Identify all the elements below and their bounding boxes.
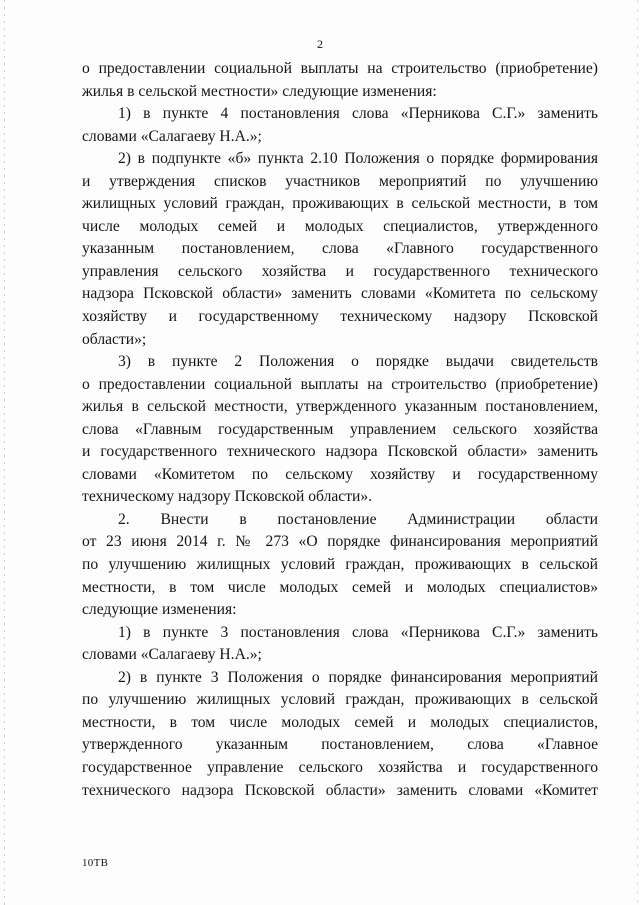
text-line: 2) в пункте 3 Положения о порядке финансирования мероприятий: [118, 668, 598, 686]
text-line: по улучшению жилищных условий граждан, проживающих в сельской: [82, 556, 598, 574]
text-line: техническому надзору Псковской области».: [82, 488, 373, 506]
text-line: словами «Комитетом по сельскому хозяйству и государственному: [82, 465, 598, 483]
text-line: жилья в сельской местности» следующие изменения:: [82, 82, 437, 100]
page-number: 2: [317, 37, 323, 51]
text-line: 2. Внести в постановление Администрации области: [118, 510, 598, 528]
text-line: надзора Псковской области» заменить словами «Комитета по сельскому: [82, 285, 598, 303]
text-line: следующие изменения:: [82, 601, 237, 619]
text-line: 2) в подпункте «б» пункта 2.10 Положения о порядке формирования: [118, 150, 598, 168]
text-line: управления сельского хозяйства и государственного технического: [82, 262, 598, 280]
document-body: [82, 58, 598, 802]
text-line: 1) в пункте 3 постановления слова «Перникова С.Г.» заменить: [118, 623, 598, 641]
text-line: 3) в пункте 2 Положения о порядке выдачи свидетельств: [118, 353, 598, 371]
text-line: и утверждения списков участников мероприятий по улучшению: [82, 172, 598, 190]
text-line: указанным постановлением, слова «Главного государственного: [82, 240, 598, 258]
text-line: о предоставлении социальной выплаты на строительство (приобретение): [82, 60, 598, 77]
text-line: слова «Главным государственным управлением сельского хозяйства: [82, 420, 598, 438]
text-line: утвержденного указанным постановлением, слова «Главное: [82, 736, 598, 754]
text-line: словами «Салагаеву Н.А.»;: [82, 127, 262, 145]
text-line: и государственного технического надзора Псковской области» заменить: [82, 443, 598, 461]
text-line: местности, в том числе молодых семей и молодых специалистов»: [82, 578, 598, 596]
text-line: словами «Салагаеву Н.А.»;: [82, 646, 262, 664]
text-line: области»;: [82, 330, 147, 348]
scan-edge-left: [4, 0, 5, 905]
text-line: технического надзора Псковской области» заменить словами «Комитет: [82, 781, 598, 799]
text-line: по улучшению жилищных условий граждан, проживающих в сельской: [82, 691, 598, 709]
text-line: жилья в сельской местности, утвержденного указанным постановлением,: [82, 398, 598, 416]
text-line: хозяйству и государственному техническому надзору Псковской: [82, 308, 598, 326]
text-line: о предоставлении социальной выплаты на строительство (приобретение): [82, 375, 598, 393]
text-line: от 23 июня 2014 г. № 273 «О порядке финансирования мероприятий: [82, 533, 598, 551]
text-line: государственное управление сельского хозяйства и государственного: [82, 758, 598, 776]
text-line: местности, в том числе молодых семей и молодых специалистов,: [82, 713, 598, 731]
text-line: жилищных условий граждан, проживающих в сельской местности, в том: [82, 195, 598, 213]
scan-edge-right: [637, 0, 638, 905]
text-line: числе молодых семей и молодых специалистов, утвержденного: [82, 217, 598, 235]
text-line: 1) в пункте 4 постановления слова «Перникова С.Г.» заменить: [118, 105, 598, 123]
footer-code: 10ТВ: [82, 857, 109, 869]
